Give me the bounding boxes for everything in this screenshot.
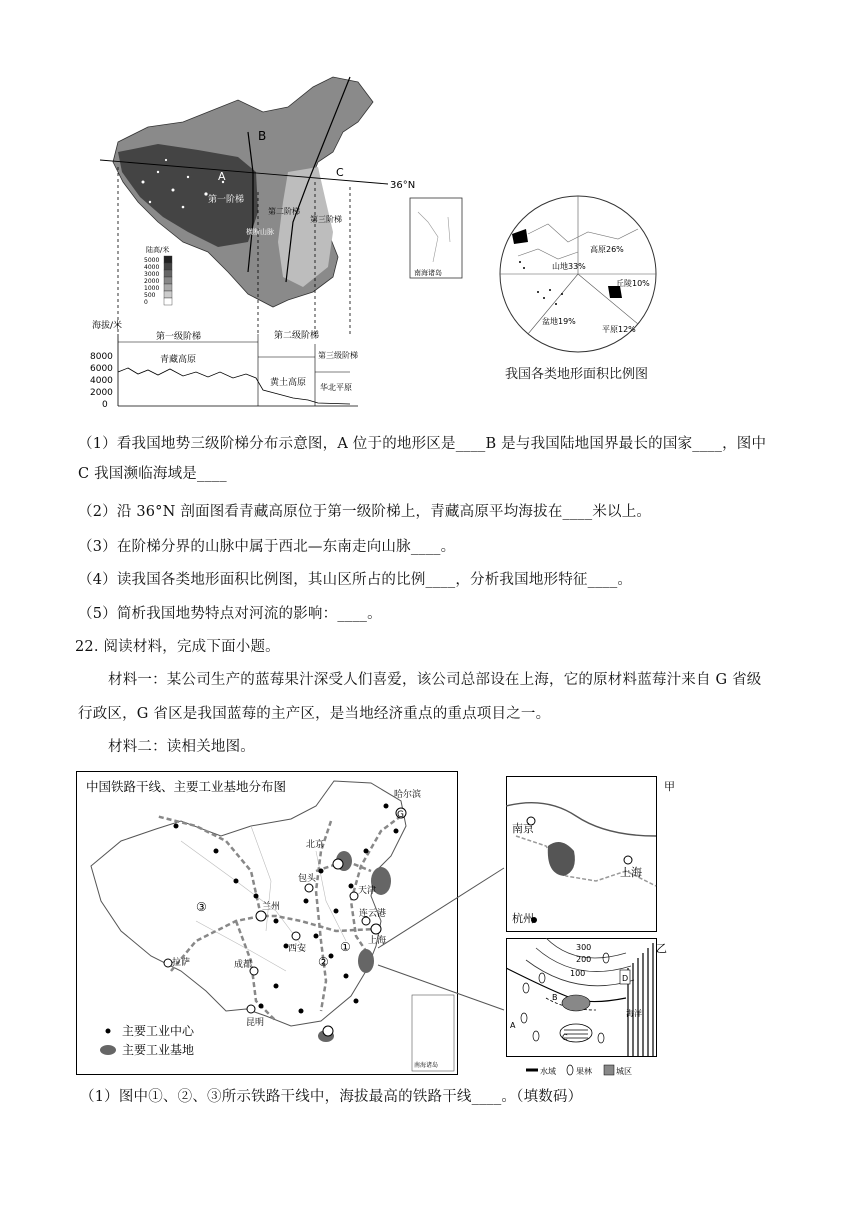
figure2-caption: 我国各类地形面积比例图 (505, 367, 649, 382)
south-sea-label: 南海诸岛 (414, 269, 442, 277)
step1-label: 第一阶梯 (208, 195, 245, 205)
sea-label: 海洋 (626, 1009, 642, 1018)
q22-title: 22. 阅读材料，完成下面小题。 (75, 639, 280, 655)
tag-jia: 甲 (664, 780, 675, 793)
map-jia (506, 776, 686, 932)
tag-yi: 乙 (656, 942, 667, 955)
contour-200: 200 (576, 955, 592, 964)
label-C: C (336, 166, 344, 179)
ytick: 2000 (90, 388, 113, 398)
profile-step2: 第二级阶梯 (274, 331, 320, 341)
legend-swatch (164, 263, 172, 270)
fig3-title: 中国铁路干线、主要工业基地分布图 (86, 779, 287, 794)
label-A: A (510, 1021, 516, 1030)
terrain-steps-figure (88, 72, 478, 412)
elevation-legend (144, 256, 172, 306)
city-label: 上海 (368, 936, 387, 946)
q21-line-5: （4）读我国各类地形面积比例图，其山区所占的比例____，分析我国地形特征____。 (78, 572, 633, 588)
profile-step3: 第三级阶梯 (318, 351, 358, 360)
city-label: 连云港 (359, 909, 387, 919)
profile-huabei: 华北平原 (320, 383, 352, 392)
city-shanghai: 上海 (620, 866, 642, 879)
legend-city: 城区 (616, 1067, 632, 1076)
ytick: 0 (102, 400, 108, 410)
q21-line-4: （3）在阶梯分界的山脉中属于西北—东南走向山脉____。 (78, 539, 456, 555)
legend-value: 5000 (144, 257, 160, 264)
basin-pct: 盆地19% (542, 317, 576, 326)
profile-huangtu: 黄土高原 (270, 378, 307, 388)
label-D: D (622, 974, 629, 983)
legend-swatch (164, 256, 172, 263)
step2-label: 第二阶梯 (268, 207, 300, 216)
lat-label: 36°N (390, 180, 416, 191)
ytick: 6000 (90, 364, 113, 374)
ytick: 8000 (90, 352, 113, 362)
plain-pct: 平原12% (602, 325, 636, 334)
label-A: A (218, 170, 226, 183)
legend-title: 陆高/米 (146, 246, 170, 254)
landform-proportion-figure (498, 194, 668, 384)
step3-label: 第三阶梯 (310, 215, 342, 224)
city-label: 成都 (234, 960, 253, 970)
city-label: 拉萨 (172, 958, 191, 968)
plateau-pct: 高原26% (590, 245, 624, 254)
railway-num2: ② (318, 955, 329, 969)
mountain-pct: 山地33% (552, 262, 586, 271)
label-B: B (552, 993, 558, 1002)
city-hangzhou: 杭州 (512, 912, 534, 925)
label-G: G (397, 810, 404, 820)
q22-material2: 材料二：读相关地图。 (108, 739, 255, 755)
q21-line-6: （5）简析我国地势特点对河流的影响：____。 (78, 606, 382, 622)
hills-pct: 丘陵10% (616, 279, 650, 288)
legend-water: 水域 (540, 1067, 556, 1076)
legend-value: 4000 (144, 264, 160, 271)
city-label: 天津 (358, 886, 377, 896)
city-label: 北京 (306, 840, 325, 850)
city-label: 昆明 (246, 1018, 265, 1028)
legend-swatch (164, 277, 172, 284)
q22-material1-line2: 行政区，G 省区是我国蓝莓的主产区，是当地经济重点的重点项目之一。 (78, 706, 551, 722)
q21-line-3: （2）沿 36°N 剖面图看青藏高原位于第一级阶梯上，青藏高原平均海拔在____米以上。 (78, 504, 652, 520)
railway-num3: ③ (196, 900, 207, 914)
profile-step1: 第一级阶梯 (156, 332, 202, 342)
connector-arrows (370, 860, 510, 1020)
city-label: 西安 (288, 944, 307, 954)
q22-material1-line1: 材料一：某公司生产的蓝莓果汁深受人们喜爱，该公司总部设在上海，它的原材料蓝莓汁来自 G 省级 (108, 672, 762, 688)
city-label: 包头 (298, 874, 317, 884)
legend-value: 500 (144, 292, 156, 299)
profile-qingzang: 青藏高原 (160, 355, 197, 365)
legend-swatch (164, 270, 172, 277)
q21-line-2: C 我国濒临海域是____ (78, 466, 227, 482)
hengduan-label: 横断山脉 (246, 228, 274, 236)
contour-300: 300 (576, 943, 592, 952)
legend-value: 0 (144, 299, 148, 306)
q22-1: （1）图中①、②、③所示铁路干线中，海拔最高的铁路干线____。（填数码） (80, 1089, 583, 1105)
legend-value: 2000 (144, 278, 160, 285)
legend-center: 主要工业中心 (122, 1024, 195, 1038)
map-yi (506, 938, 686, 1080)
city-nanjing: 南京 (512, 822, 534, 835)
city-label: 兰州 (262, 902, 281, 912)
label-B: B (258, 129, 267, 143)
label-C: C (562, 1033, 568, 1042)
profile-ylabel: 海拔/米 (92, 321, 123, 331)
railway-num1: ① (340, 940, 351, 954)
legend-base: 主要工业基地 (122, 1043, 195, 1057)
legend-swatch (164, 284, 172, 291)
legend-swatch (164, 298, 172, 305)
legend-value: 1000 (144, 285, 160, 292)
q21-line-1: （1）看我国地势三级阶梯分布示意图，A 位于的地形区是____B 是与我国陆地国界最长的国家____，图中 (78, 436, 767, 452)
legend-orchard: 果林 (576, 1067, 592, 1076)
city-label: 哈尔滨 (394, 790, 422, 800)
ytick: 4000 (90, 376, 113, 386)
legend-swatch (164, 291, 172, 298)
south-sea-label: 南海诸岛 (414, 1062, 439, 1069)
contour-100: 100 (570, 969, 586, 978)
legend-value: 3000 (144, 271, 160, 278)
